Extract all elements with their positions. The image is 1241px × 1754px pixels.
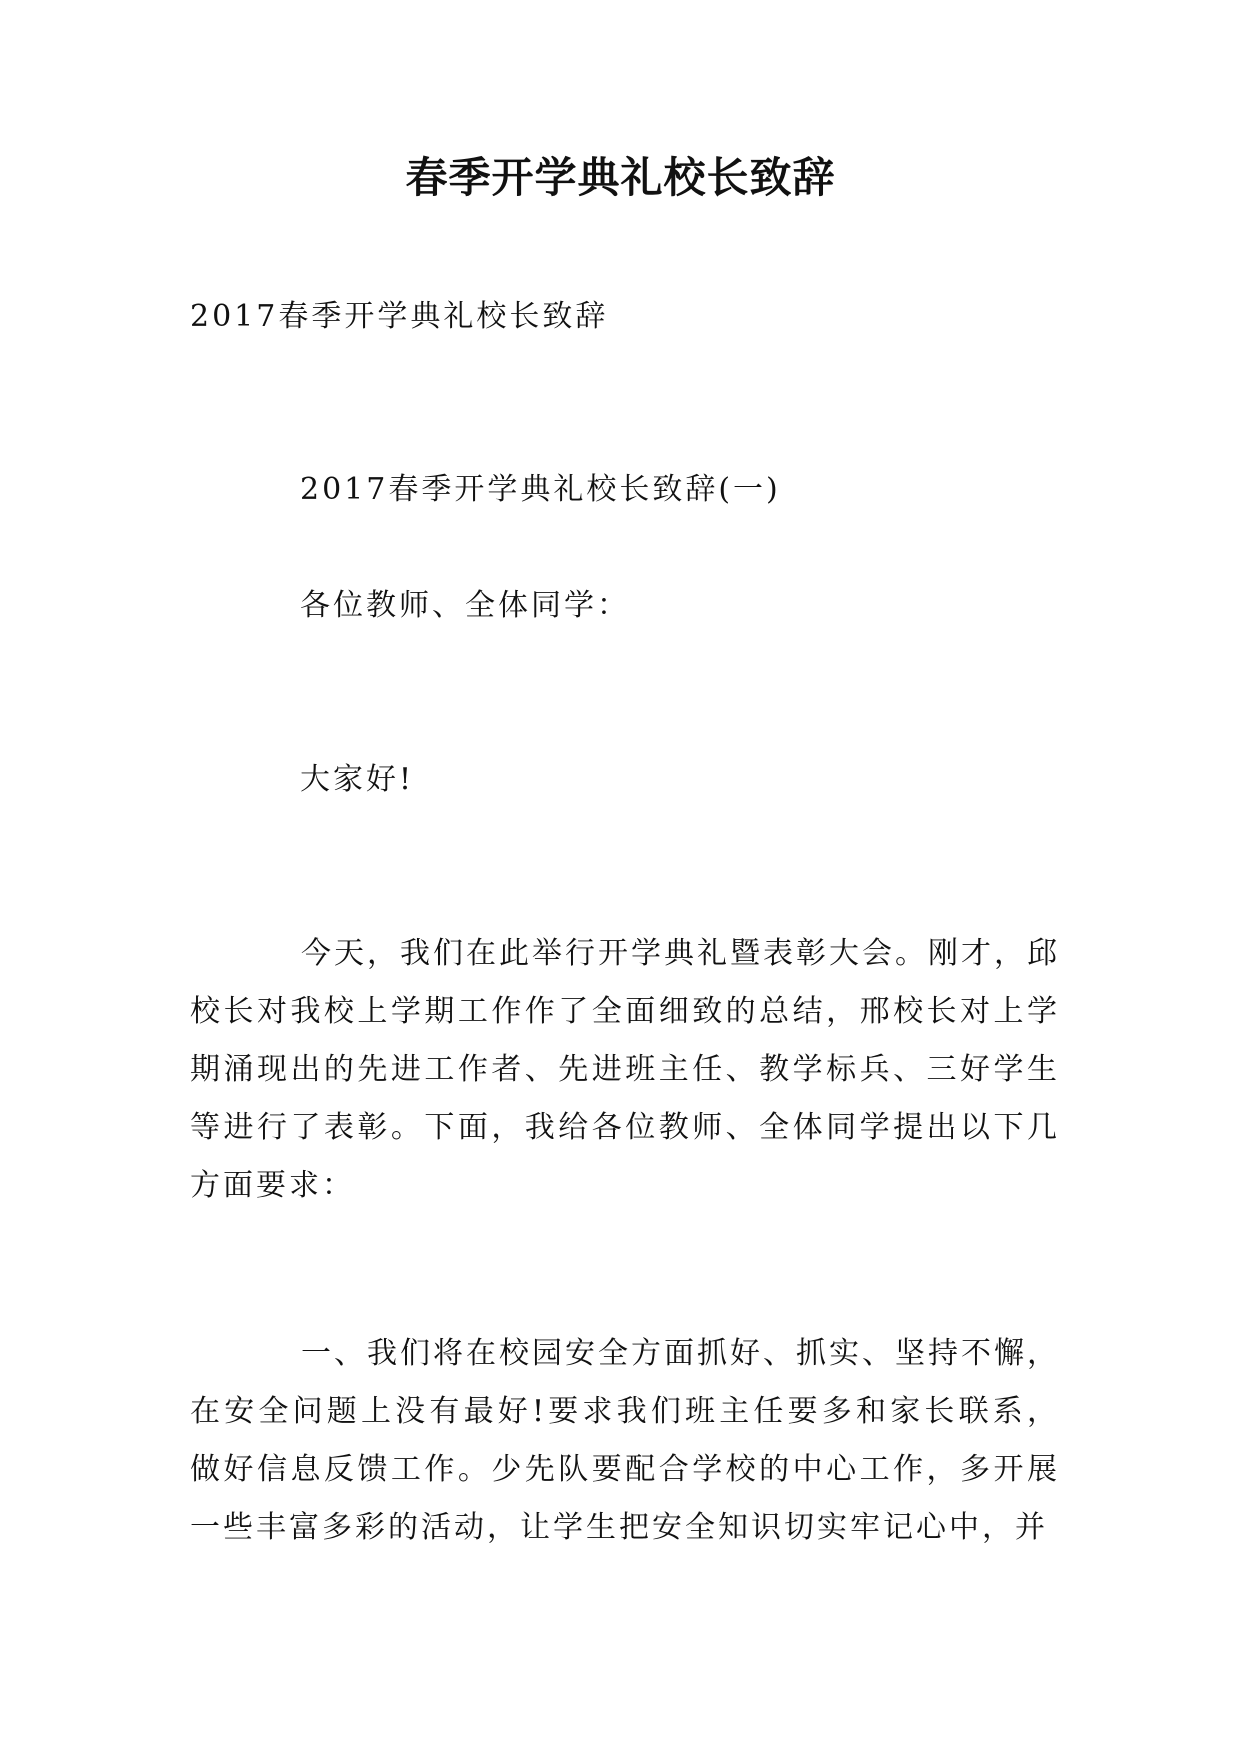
body-paragraph: 今天，我们在此举行开学典礼暨表彰大会。刚才，邱校长对我校上学期工作作了全面细致的总结，邢校长对上学期涌现出的先进工作者、先进班主任、教学标兵、三好学生等进行了表彰。下面，我给各位教师、全体同学提出以下几方面要求： [190,936,1060,1203]
body-paragraph: 一、我们将在校园安全方面抓好、抓实、坚持不懈，在安全问题上没有最好!要求我们班主任要多和家长联系，做好信息反馈工作。少先队要配合学校的中心工作，多开展一些丰富多彩的活动，让学生把安全知识切实牢记心中，并 [190,1336,1060,1545]
document-subtitle: 2017春季开学典礼校长致辞 [190,299,609,334]
greeting: 大家好! [300,762,415,797]
section-heading: 2017春季开学典礼校长致辞(一) [300,472,781,507]
document-title: 春季开学典礼校长致辞 [405,153,836,202]
salutation: 各位教师、全体同学： [300,588,630,623]
